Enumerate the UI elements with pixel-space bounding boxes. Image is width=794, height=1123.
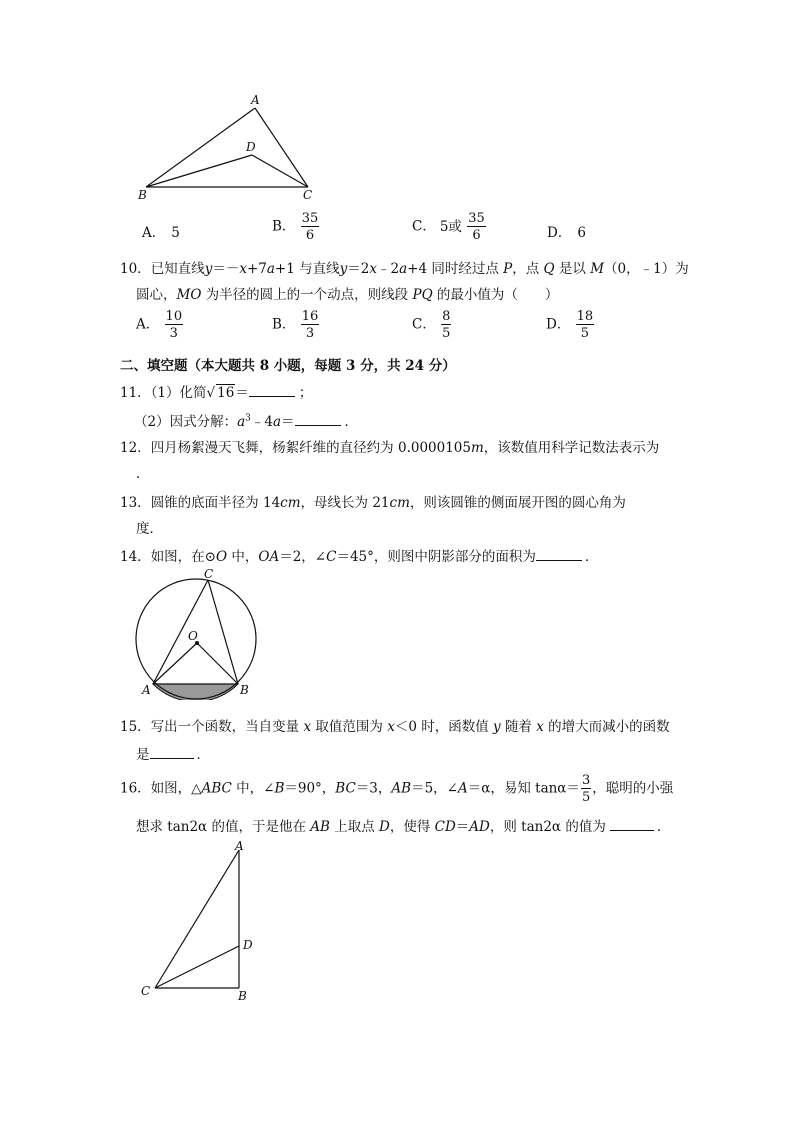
q12-line1: 12．四月杨絮漫天飞舞，杨絮纤维的直径约为 0.0000105m，该数值用科学记数法表示为: [120, 440, 660, 456]
label-d: D: [246, 140, 256, 154]
q14-circle-figure: [130, 565, 265, 700]
q10-option-d[interactable]: D． $\frac{18}{5}$: [546, 309, 594, 341]
edge-bd: [146, 155, 252, 187]
q9-options: [142, 212, 702, 248]
radius-oa: [153, 643, 197, 684]
label-a: A: [142, 683, 151, 697]
q13-line1: 13．圆锥的底面半径为 14cm，母线长为 21cm，则该圆锥的侧面展开图的圆心角为: [120, 495, 626, 511]
edge-ca: [153, 580, 208, 684]
q15-line2: 是 ．: [136, 747, 210, 763]
q9-option-c[interactable]: C． 5或 $\frac{35}{6}$: [412, 211, 485, 243]
q10-option-c[interactable]: C． $\frac{8}{5}$: [412, 309, 451, 341]
q15-line1: 15．写出一个函数，当自变量 x 取值范围为 x＜0 时，函数值 y 随着 x 的增大而减小的函数: [120, 719, 670, 735]
section-heading: 二、填空题（本大题共 8 小题，每题 3 分，共 24 分）: [120, 358, 456, 374]
q9-option-a[interactable]: A． 5: [142, 225, 180, 241]
edge-dc: [252, 155, 308, 187]
q10-line2: 圆心，MO 为半径的圆上的一个动点，则线段 PQ 的最小值为（ ）: [136, 287, 559, 303]
answer-blank[interactable]: [249, 384, 295, 397]
q16-triangle-figure: [135, 838, 265, 1003]
sqrt-sign: √: [206, 385, 216, 401]
q14-line: 14．如图，在⊙O 中，OA＝2，∠C＝45°，则图中阴影部分的面积为 ．: [120, 549, 599, 565]
answer-blank[interactable]: [536, 548, 582, 561]
q10-option-a[interactable]: A． $\frac{10}{3}$: [136, 309, 183, 341]
fraction: $\frac{18}{5}$: [576, 309, 594, 341]
edge-ac: [255, 108, 308, 187]
q10-line1: 10．已知直线y＝－x+7a+1 与直线y＝2x﹣2a+4 同时经过点 P，点 Q 是以 M（0，﹣1）为: [120, 261, 689, 277]
label-o: O: [188, 629, 198, 643]
fraction: $\frac{8}{5}$: [442, 309, 451, 341]
fraction: $\frac{16}{3}$: [301, 309, 319, 341]
fraction: $\frac{35}{6}$: [468, 211, 485, 243]
q12-line2: ．: [136, 466, 150, 482]
answer-blank[interactable]: [610, 818, 654, 831]
label-c: C: [303, 188, 313, 202]
q11-part2: （2）因式分解：$a^3﹣4a=$ ．: [134, 413, 359, 430]
fraction: $\frac{10}{3}$: [165, 309, 183, 341]
q9-option-d[interactable]: D． 6: [547, 225, 586, 241]
label-c: C: [141, 984, 151, 998]
label-d: D: [243, 938, 253, 952]
q10-option-b[interactable]: B． $\frac{16}{3}$: [272, 309, 319, 341]
answer-blank[interactable]: [295, 413, 341, 426]
q16-line2: 想求 tan2α 的值，于是他在 AB 上取点 D，使得 CD＝AD，则 tan2α 的值为 ．: [136, 819, 671, 835]
label-b: B: [238, 989, 247, 1003]
q13-line2: 度．: [136, 521, 163, 537]
label-c: C: [204, 567, 214, 581]
q9-triangle-figure: [130, 90, 330, 205]
q11-part1: 11．（1）化简√ 16＝ ；: [120, 385, 313, 401]
fraction: $\frac{3}{5}$: [581, 773, 591, 805]
answer-blank[interactable]: [150, 746, 194, 759]
label-b: B: [138, 188, 147, 202]
q16-line1: 16．如图，△ABC 中，∠B＝90°，BC＝3，AB＝5，∠A＝α，易知 tanα＝ $\frac{3}{5}$ ，聪明的小强: [120, 773, 674, 805]
fraction: $\frac{35}{6}$: [301, 211, 319, 243]
q10-options: [136, 310, 696, 346]
q9-option-b[interactable]: B． $\frac{35}{6}$: [272, 211, 319, 243]
edge-ab: [146, 108, 255, 187]
label-b: B: [240, 683, 249, 697]
label-a: A: [235, 839, 244, 853]
label-a: A: [251, 93, 260, 107]
